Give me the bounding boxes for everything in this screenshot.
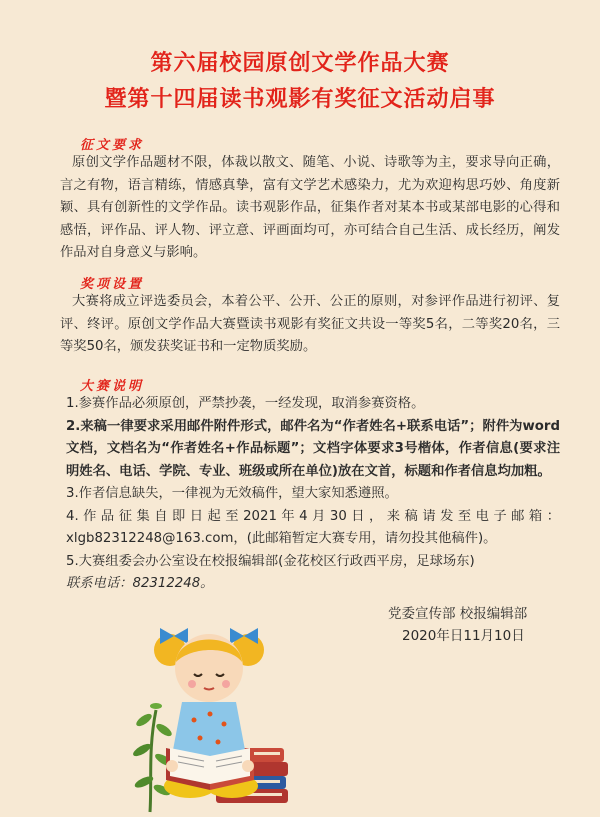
requirements-paragraph: 原创文学作品题材不限，体裁以散文、随笔、小说、诗歌等为主，要求导向正确，言之有物，语言精练，情感真挚，富有文学艺术感染力，尤为欢迎构思巧妙、角度新颖、具有创新性的文学作品。读书观影作品，征集作者对某本书或某部电影的心得和感悟，评作品、评人物、评立意、评画面均可，亦可结合自己生活、成长经历，阐发作品对自身意义与影响。 <box>60 155 560 260</box>
signature-date: 2020年日11月10日 <box>402 628 525 644</box>
poster-title-line2: 暨第十四届读书观影有奖征文活动启事 <box>104 87 496 112</box>
signature-org: 党委宣传部 校报编辑部 <box>388 606 528 622</box>
poster-title-line1: 第六届校园原创文学作品大赛 <box>150 51 450 76</box>
contact-phone: 联系电话：82312248。 <box>66 576 214 591</box>
notes-item-4: 4.作品征集自即日起至2021年4月30日，来稿请发至电子邮箱：xlgb82312248@163.com，(此邮箱暂定大赛专用，请勿投其他稿件)。 <box>66 508 560 546</box>
notes-item-1: 1.参赛作品必须原创，严禁抄袭，一经发现，取消参赛资格。 <box>66 396 425 411</box>
section-heading-requirements: 征文要求 <box>80 138 145 153</box>
section-heading-awards: 奖项设置 <box>80 277 145 292</box>
notes-item-2: 2.来稿一律要求采用邮件附件形式，邮件名为“作者姓名+联系电话”；附件为word文档，文档名为“作者姓名+作品标题”；文档字体要求3号楷体，作者信息(要求注明姓名、电话、学院、专业、班级或所在单位)放在文首，标题和作者信息均加粗。 <box>66 418 560 479</box>
section-body-awards <box>60 291 560 359</box>
section-heading-notes: 大赛说明 <box>80 379 145 394</box>
notes-item-3: 3.作者信息缺失，一律视为无效稿件，望大家知悉遵照。 <box>66 486 398 501</box>
notes-item-5: 5.大赛组委会办公室设在校报编辑部(金花校区行政西平房，足球场东) <box>66 553 475 569</box>
girl-reading-illustration <box>130 590 290 815</box>
section-body-requirements <box>60 152 560 265</box>
section-body-notes <box>66 393 560 596</box>
awards-paragraph: 大赛将成立评选委员会，本着公平、公开、公正的原则，对参评作品进行初评、复评、终评。原创文学作品大赛暨读书观影有奖征文共设一等奖5名，二等奖20名，三等奖50名，颁发获奖证书和一定物质奖励。 <box>60 294 560 354</box>
